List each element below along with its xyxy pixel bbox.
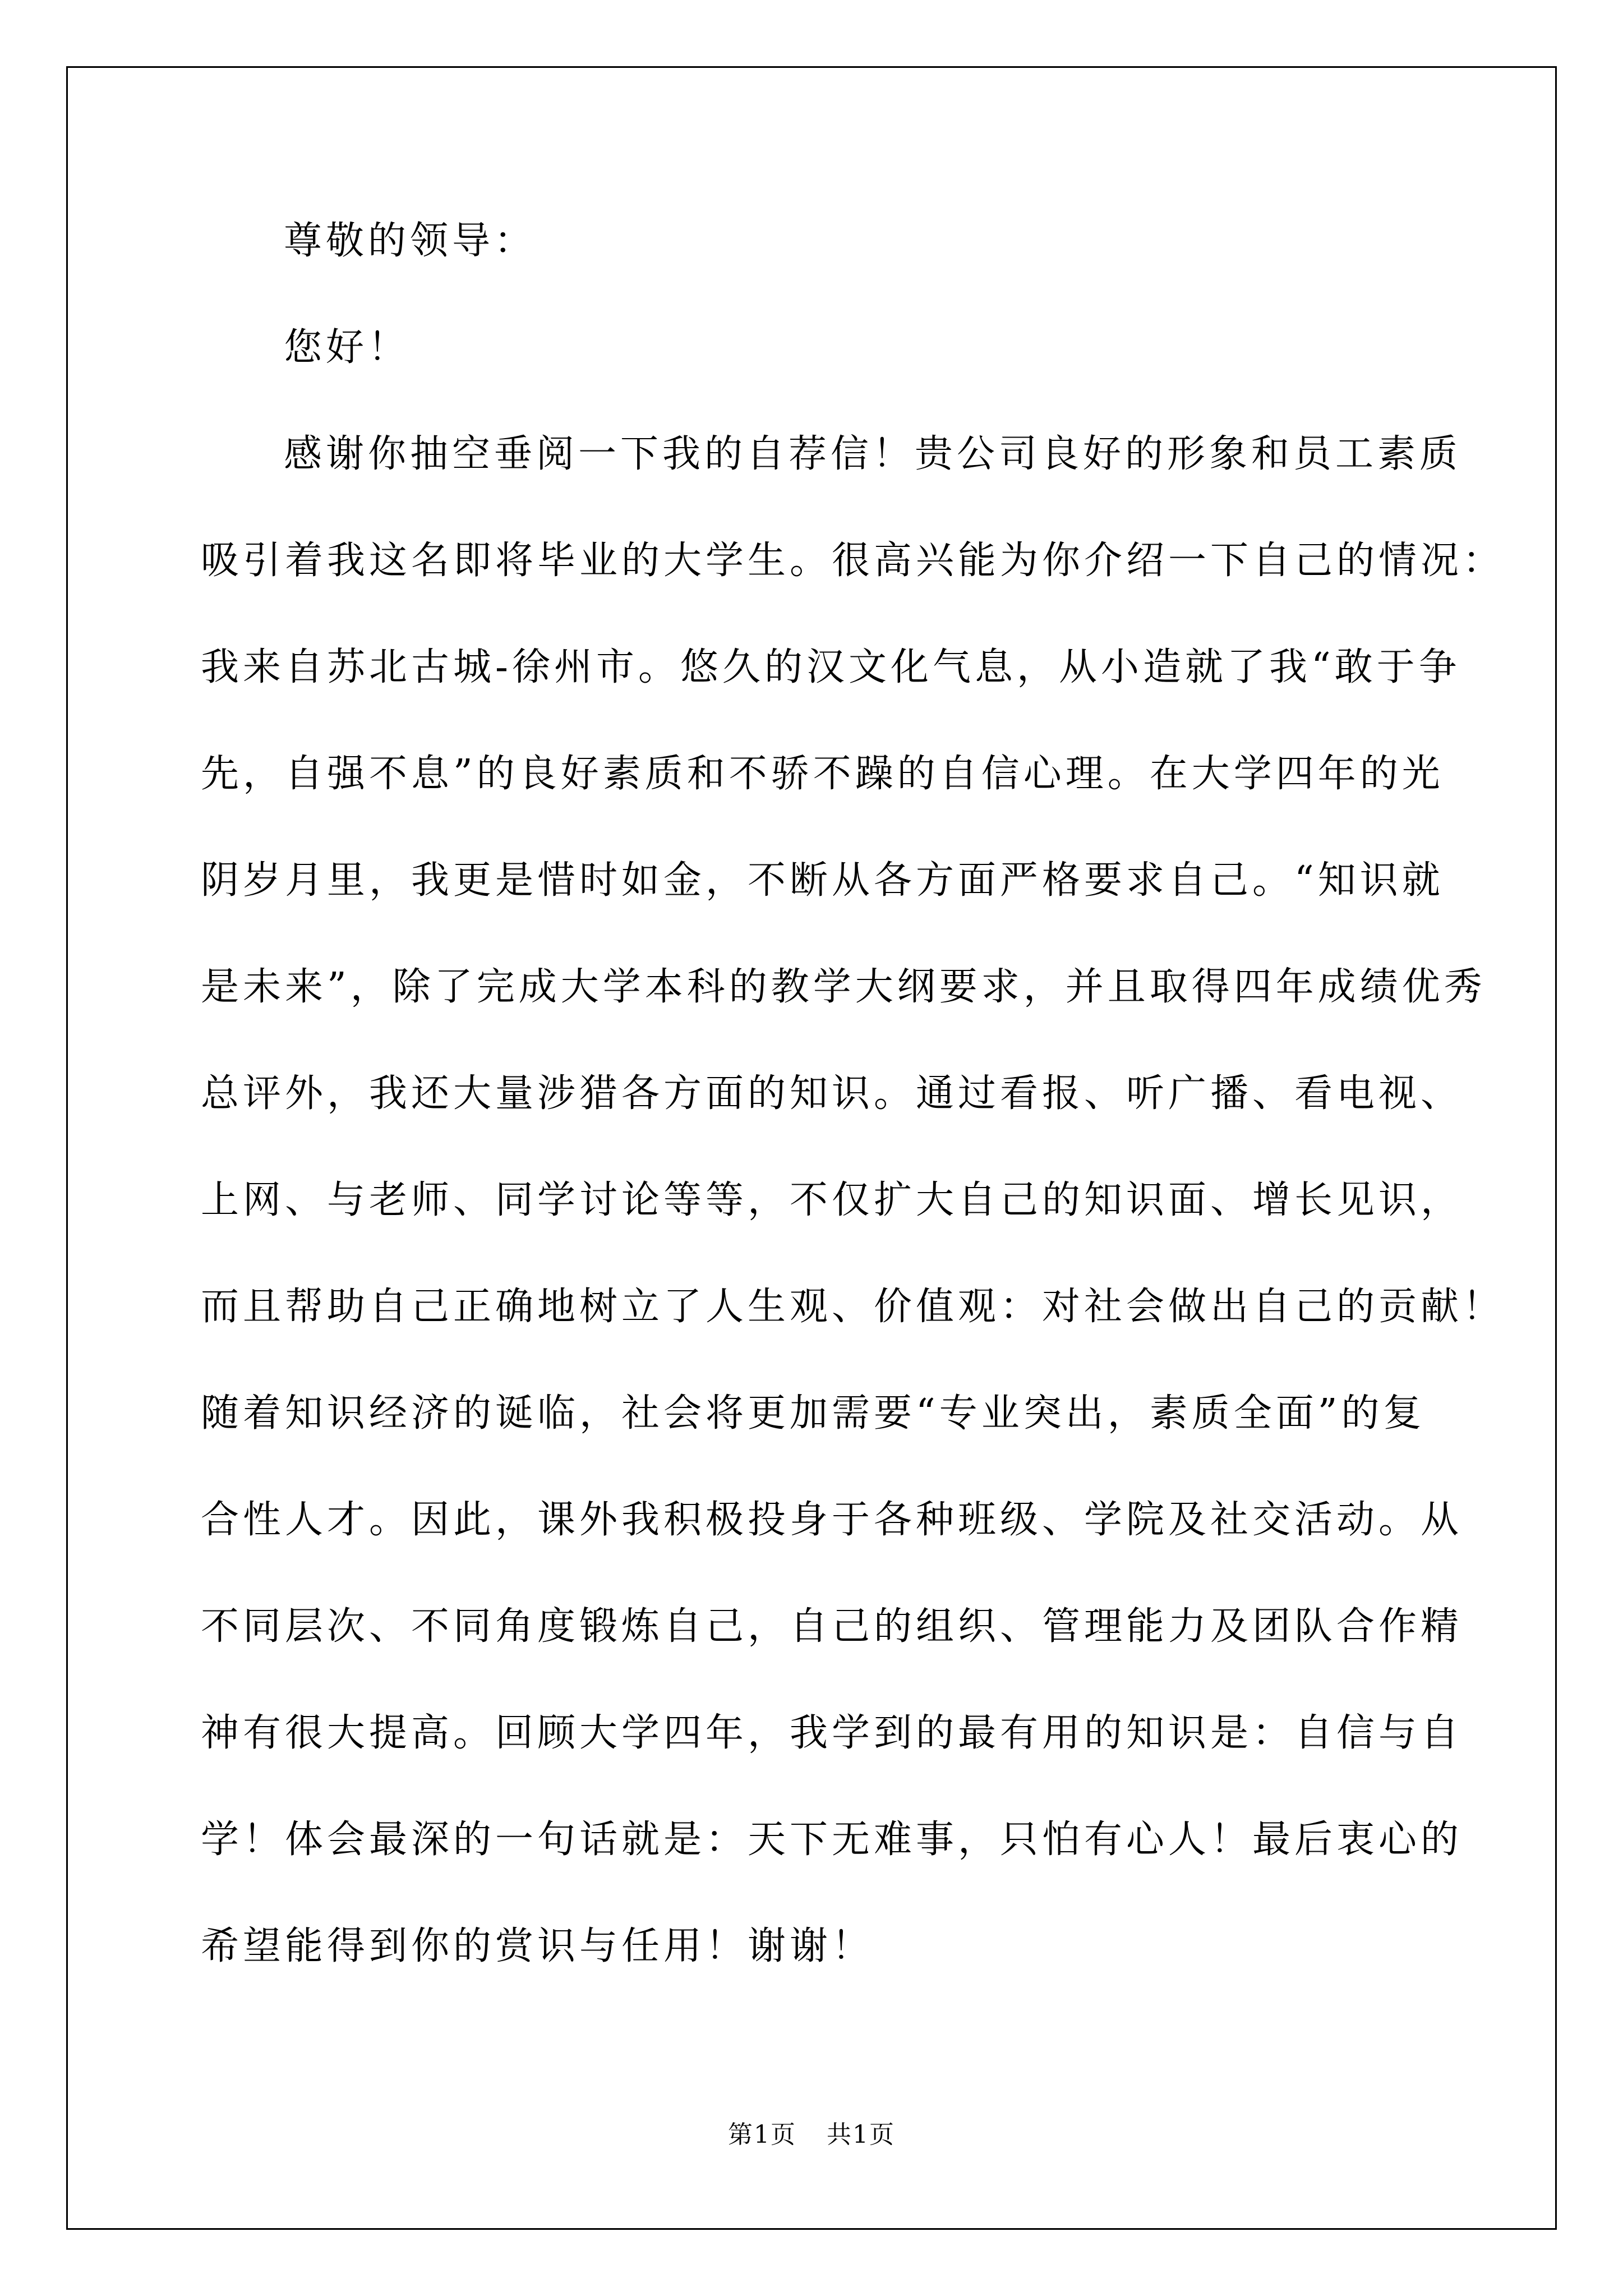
paragraph-line: 我来自苏北古城-徐州市。悠久的汉文化气息，从小造就了我“敢于争 [201,645,1461,689]
paragraph-line: 感谢你抽空垂阅一下我的自荐信！贵公司良好的形象和员工素质 [284,432,1462,476]
paragraph-line: 吸引着我这名即将毕业的大学生。很高兴能为你介绍一下自己的情况： [201,539,1505,583]
salutation: 您好！ [284,325,411,370]
paragraph-line: 先，自强不息”的良好素质和不骄不躁的自信心理。在大学四年的光 [201,752,1444,796]
paragraph-line: 神有很大提高。回顾大学四年，我学到的最有用的知识是：自信与自 [201,1711,1463,1755]
paragraph-line: 而且帮助自己正确地树立了人生观、价值观：对社会做出自己的贡献！ [201,1285,1505,1329]
paragraph-line: 上网、与老师、同学讨论等等，不仅扩大自己的知识面、增长见识， [201,1178,1463,1222]
page-footer [0,2118,1623,2152]
paragraph-line: 总评外，我还大量涉猎各方面的知识。通过看报、听广播、看电视、 [201,1071,1463,1116]
paragraph-line: 不同层次、不同角度锻炼自己，自己的组织、管理能力及团队合作精 [201,1604,1463,1649]
greeting: 尊敬的领导： [284,219,537,263]
paragraph-line: 随着知识经济的诞临，社会将更加需要“专业突出，素质全面”的复 [201,1391,1426,1435]
paragraph-line: 学！体会最深的一句话就是：天下无难事，只怕有心人！最后衷心的 [201,1818,1463,1862]
paragraph-line: 阴岁月里，我更是惜时如金，不断从各方面严格要求自己。“知识就 [201,858,1444,903]
letter-body [201,214,1505,2026]
page-number: 第1页 [728,2120,796,2149]
page-total: 共1页 [827,2120,895,2149]
paragraph-line: 希望能得到你的赏识与任用！谢谢！ [201,1924,874,1968]
paragraph-line: 是未来”，除了完成大学本科的教学大纲要求，并且取得四年成绩优秀 [201,965,1486,1009]
paragraph-line: 合性人才。因此，课外我积极投身于各种班级、学院及社交活动。从 [201,1498,1463,1542]
